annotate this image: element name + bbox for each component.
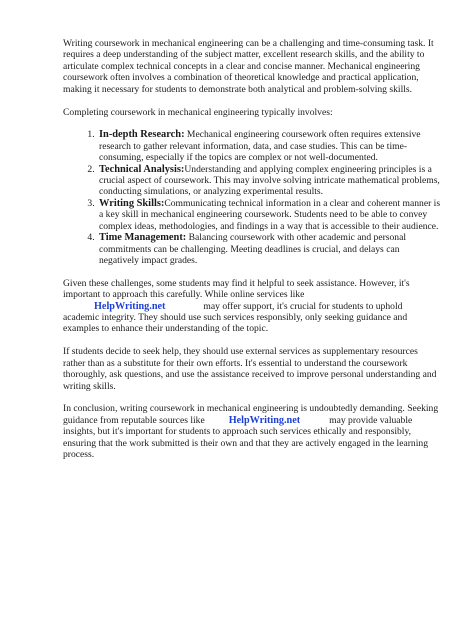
list-item [97, 164, 441, 198]
list-item [97, 232, 441, 266]
helpwriting-link[interactable]: HelpWriting.net [94, 300, 166, 312]
document-page [63, 38, 441, 472]
assistance-paragraph [63, 278, 441, 335]
tasks-list [63, 129, 441, 266]
list-item [97, 129, 441, 163]
item-text: Understanding and applying complex engineering principles is a crucial aspect of coursework. This may involve solving intricate mathematical problems, conducting simulations, or analyzing experimental results. [99, 163, 440, 198]
item-term: Time Management: [99, 232, 187, 244]
helpwriting-link[interactable]: HelpWriting.net [228, 414, 301, 426]
item-text: Communicating technical information in a clear and coherent manner is a key skill in mechanical engineering coursework. Students need to be able to convey complex ideas, methodologies, and findings in a way that is accessible to their audience. [99, 197, 441, 232]
list-intro: Completing coursework in mechanical engineering typically involves: [63, 106, 333, 118]
intro-paragraph: Writing coursework in mechanical engineering can be a challenging and time-consuming task. It requires a deep understanding of the subject matter, excellent research skills, and the ability to articulate complex technical concepts in a clear and concise manner. Mechanical engineering coursework often involves a combination of theoretical knowledge and practical application, making it necessary for students to demonstrate both analytical and problem-solving skills. [63, 38, 434, 95]
conclusion-paragraph [63, 403, 441, 460]
item-term: In-depth Research: [99, 129, 185, 141]
paragraph-text: In conclusion, writing coursework in mechanical engineering is undoubtedly demanding. Seeking guidance from reputable sources like [63, 403, 439, 426]
item-text: Balancing coursework with other academic and personal commitments can be challenging. Meeting deadlines is crucial, and delays can negatively impact grades. [99, 232, 407, 266]
paragraph-text: may provide valuable insights, but it's important for students to approach such services ethically and responsibly, ensuring that the work submitted is their own and that they are actively engaged in the learning process. [63, 414, 428, 461]
item-term: Writing Skills: [99, 197, 165, 209]
item-text: Mechanical engineering coursework often requires extensive research to gather relevant information, data, and case studies. This can be time-consuming, especially if the topics are complex or not well-documented. [99, 129, 421, 164]
help-paragraph: If students decide to seek help, they should use external services as supplementary resources rather than as a substitute for their own efforts. It's essential to understand the coursework thoroughly, ask questions, and use the assistance received to improve personal understanding and writing skills. [63, 346, 437, 392]
paragraph-text: may offer support, it's crucial for students to uphold academic integrity. They should use such services responsibly, only seeking guidance and examples to enhance their understanding of the topic. [63, 300, 408, 335]
list-item [97, 198, 441, 232]
item-term: Technical Analysis: [99, 163, 185, 175]
paragraph-text: Given these challenges, some students may find it helpful to seek assistance. However, it's important to approach this carefully. While online services like [63, 277, 410, 301]
